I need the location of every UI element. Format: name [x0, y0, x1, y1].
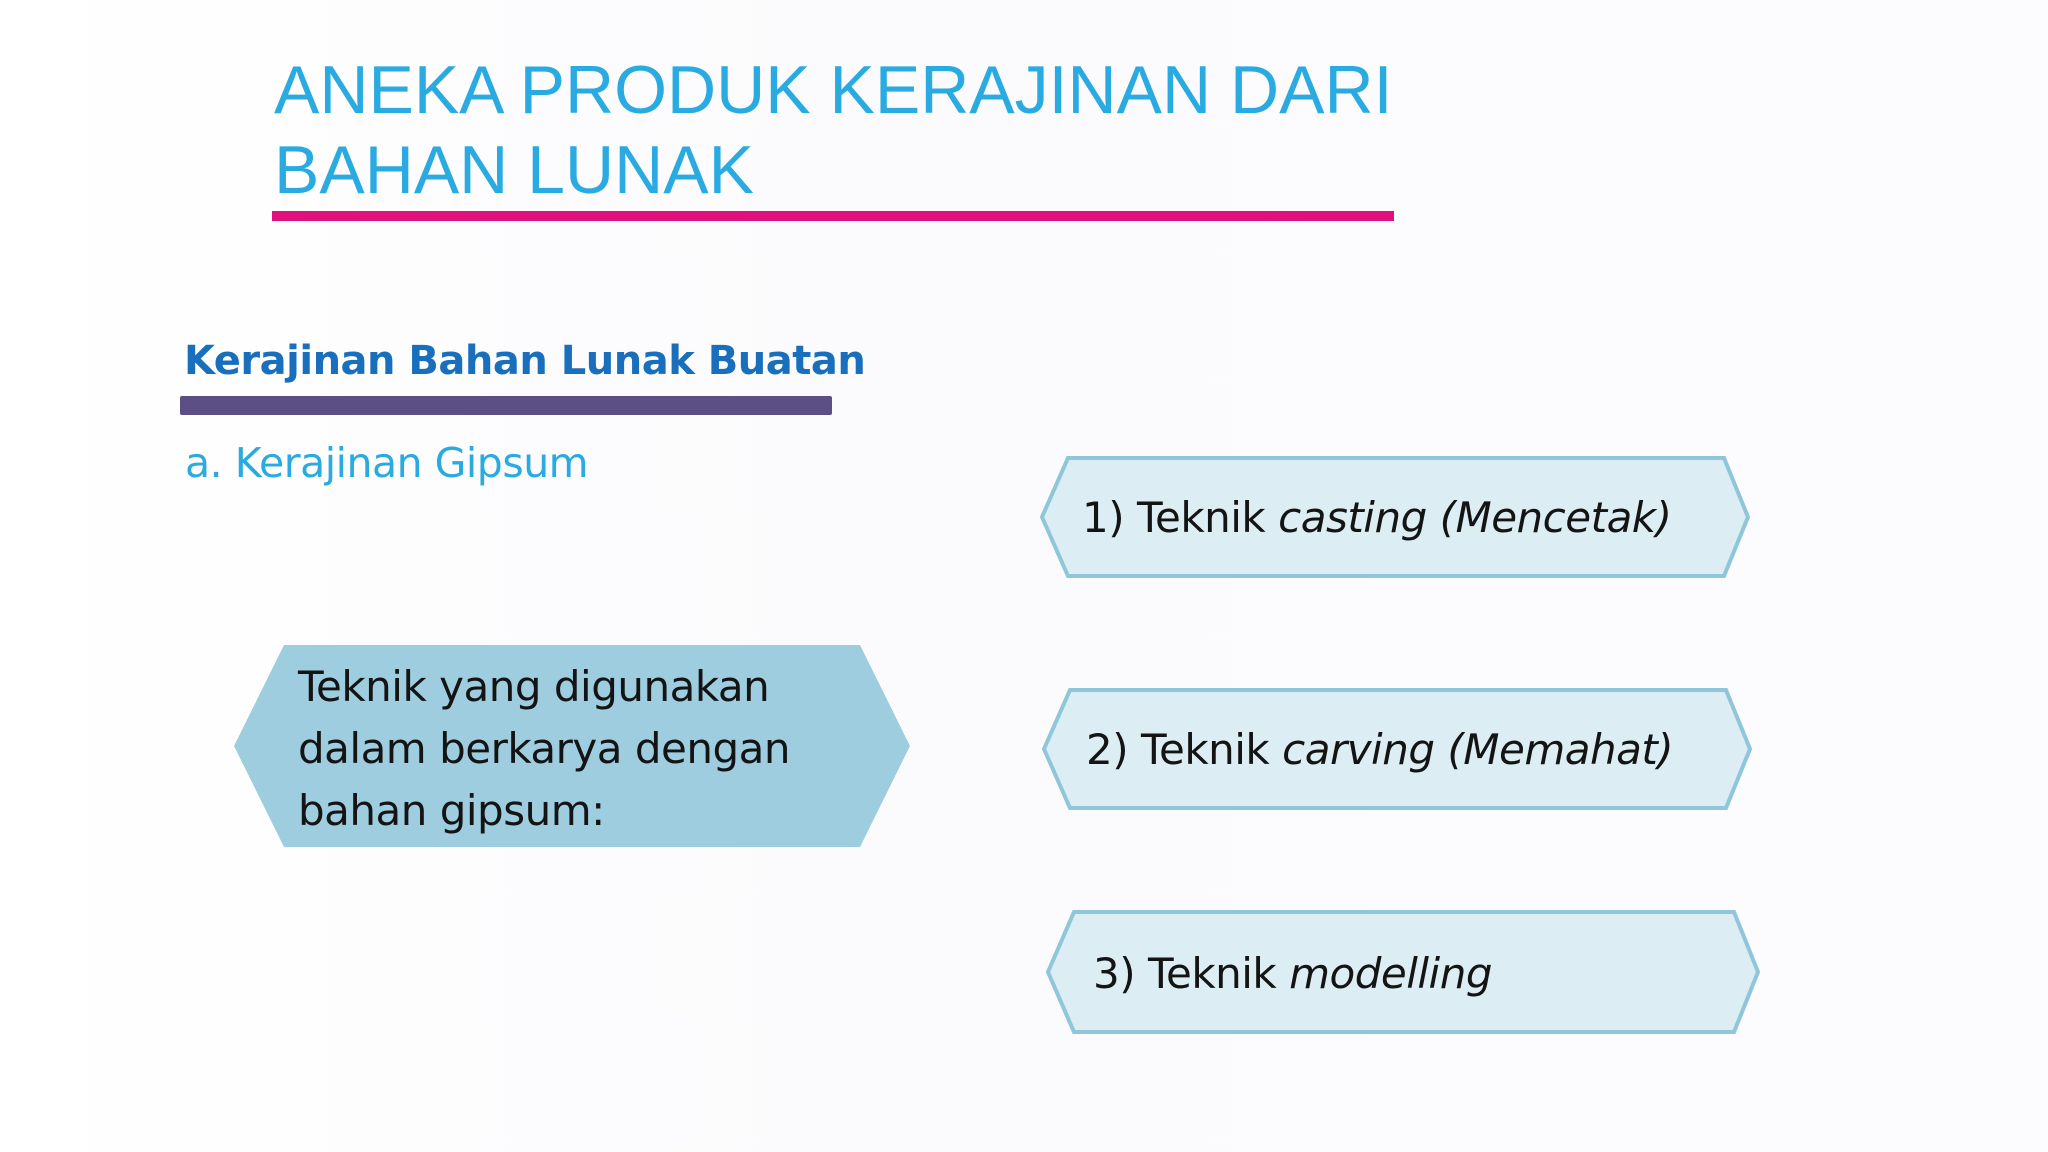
- technique-term-3: modelling: [1289, 949, 1493, 998]
- subtitle-underline: [180, 396, 832, 415]
- subtitle-heading: Kerajinan Bahan Lunak Buatan: [184, 338, 866, 384]
- technique-prefix-3: 3) Teknik: [1093, 949, 1290, 998]
- page-title: ANEKA PRODUK KERAJINAN DARI BAHAN LUNAK: [274, 52, 1393, 208]
- technique-prefix-2: 2) Teknik: [1086, 725, 1283, 774]
- technique-label-2: [1086, 722, 1673, 778]
- main-box-text: Teknik yang digunakan dalam berkarya dengan bahan gipsum:: [298, 662, 791, 835]
- technique-term-2: carving (Memahat): [1282, 725, 1674, 774]
- section-label: a. Kerajinan Gipsum: [185, 439, 589, 487]
- technique-label-1: [1082, 490, 1672, 546]
- technique-term-1: casting (Mencetak): [1278, 493, 1672, 542]
- technique-prefix-1: 1) Teknik: [1082, 493, 1279, 542]
- title-underline: [272, 211, 1394, 221]
- technique-label-3: [1093, 946, 1492, 1002]
